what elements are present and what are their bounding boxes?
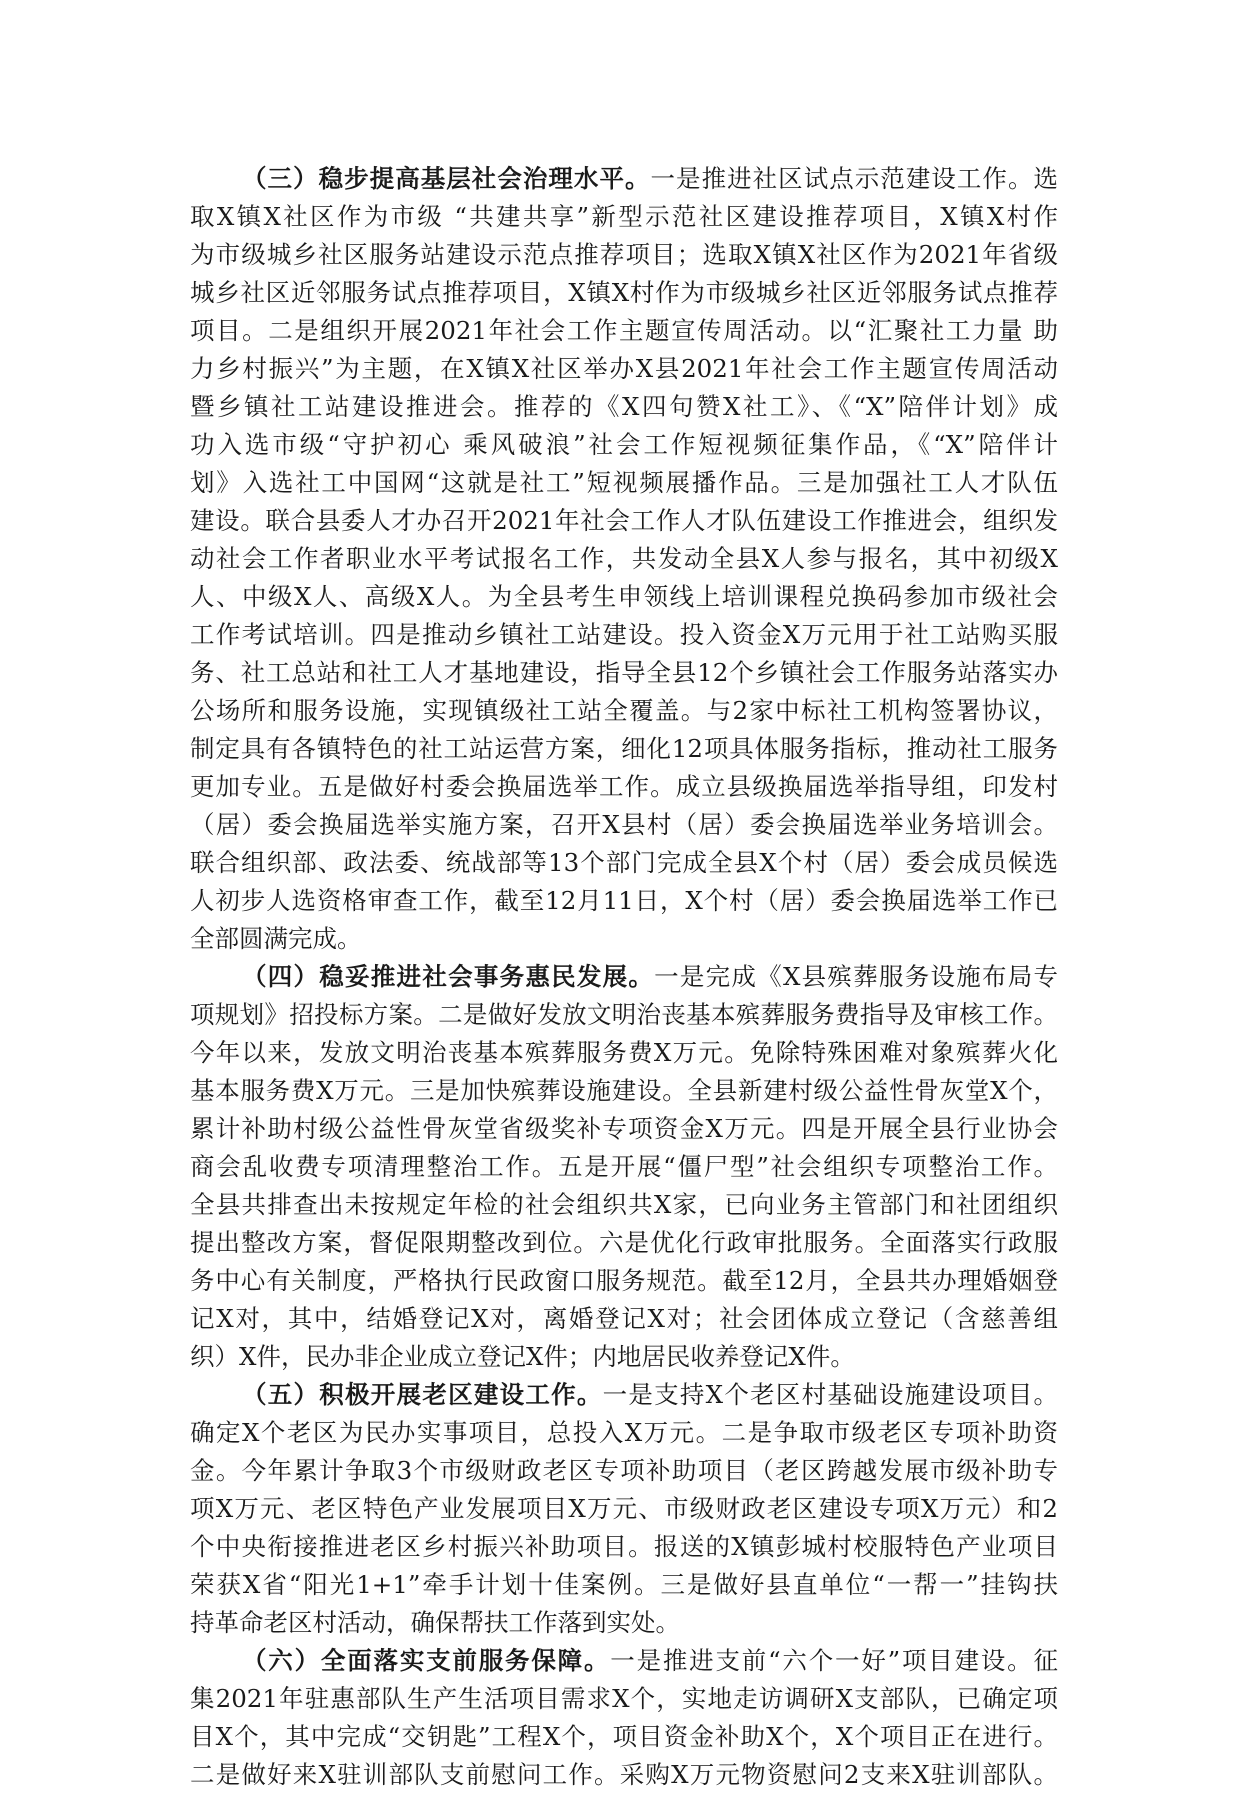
section-heading: （三）稳步提高基层社会治理水平。 bbox=[242, 164, 651, 193]
paragraph-line: 商会乱收费专项清理整治工作。五是开展“僵尸型”社会组织专项整治工作。 bbox=[190, 1152, 1058, 1181]
paragraph-line: 制定具有各镇特色的社工站运营方案，细化12项具体服务指标，推动社工服务 bbox=[190, 734, 1058, 763]
section-heading: （五）积极开展老区建设工作。 bbox=[242, 1380, 603, 1409]
section-heading: （六）全面落实支前服务保障。 bbox=[242, 1646, 611, 1675]
paragraph-line: 基本服务费X万元。三是加快殡葬设施建设。全县新建村级公益性骨灰堂X个， bbox=[190, 1076, 1058, 1105]
paragraph-line: 务中心有关制度，严格执行民政窗口服务规范。截至12月，全县共办理婚姻登 bbox=[190, 1266, 1058, 1295]
paragraph-line: 工作考试培训。四是推动乡镇社工站建设。投入资金X万元用于社工站购买服 bbox=[190, 620, 1058, 649]
paragraph-line: 划》入选社工中国网“这就是社工”短视频展播作品。三是加强社工人才队伍 bbox=[190, 468, 1058, 497]
paragraph-line: 联合组织部、政法委、统战部等13个部门完成全县X个村（居）委会成员候选 bbox=[190, 848, 1058, 877]
section-3 bbox=[190, 160, 1058, 958]
paragraph-line: 建设。联合县委人才办召开2021年社会工作人才队伍建设工作推进会，组织发 bbox=[190, 506, 1058, 535]
paragraph-line: 金。今年累计争取3个市级财政老区专项补助项目（老区跨越发展市级补助专 bbox=[190, 1456, 1058, 1485]
paragraph-line: （六）全面落实支前服务保障。一是推进支前“六个一好”项目建设。征 bbox=[242, 1646, 1058, 1675]
paragraph-line: 目X个，其中完成“交钥匙”工程X个，项目资金补助X个，X个项目正在进行。 bbox=[190, 1722, 1058, 1751]
document-page bbox=[190, 160, 1058, 1794]
paragraph-line: 记X对，其中，结婚登记X对，离婚登记X对；社会团体成立登记（含慈善组 bbox=[190, 1304, 1058, 1333]
paragraph-line: 人初步人选资格审查工作，截至12月11日，X个村（居）委会换届选举工作已 bbox=[190, 886, 1058, 915]
paragraph-line: 更加专业。五是做好村委会换届选举工作。成立县级换届选举指导组，印发村 bbox=[190, 772, 1058, 801]
section-6 bbox=[190, 1642, 1058, 1794]
paragraph-line: 人、中级X人、高级X人。为全县考生申领线上培训课程兑换码参加市级社会 bbox=[190, 582, 1058, 611]
paragraph-line: 为市级城乡社区服务站建设示范点推荐项目；选取X镇X社区作为2021年省级 bbox=[190, 240, 1058, 269]
paragraph-line: 全县共排查出未按规定年检的社会组织共X家，已向业务主管部门和社团组织 bbox=[190, 1190, 1058, 1219]
paragraph-line: 公场所和服务设施，实现镇级社工站全覆盖。与2家中标社工机构签署协议， bbox=[190, 696, 1058, 725]
paragraph-line: 功入选市级“守护初心 乘风破浪”社会工作短视频征集作品，《“X”陪伴计 bbox=[190, 430, 1058, 459]
paragraph-line: （三）稳步提高基层社会治理水平。一是推进社区试点示范建设工作。选 bbox=[242, 164, 1058, 193]
paragraph-line: 提出整改方案，督促限期整改到位。六是优化行政审批服务。全面落实行政服 bbox=[190, 1228, 1058, 1257]
paragraph-line: 全部圆满完成。 bbox=[190, 924, 362, 953]
paragraph-line: 持革命老区村活动，确保帮扶工作落到实处。 bbox=[190, 1608, 680, 1637]
paragraph-line: （五）积极开展老区建设工作。一是支持X个老区村基础设施建设项目。 bbox=[242, 1380, 1058, 1409]
paragraph-line: 集2021年驻惠部队生产生活项目需求X个，实地走访调研X支部队，已确定项 bbox=[190, 1684, 1058, 1713]
paragraph-line: 累计补助村级公益性骨灰堂省级奖补专项资金X万元。四是开展全县行业协会 bbox=[190, 1114, 1058, 1143]
paragraph-line: 个中央衔接推进老区乡村振兴补助项目。报送的X镇彭城村校服特色产业项目 bbox=[190, 1532, 1058, 1561]
paragraph-line: 织）X件，民办非企业成立登记X件；内地居民收养登记X件。 bbox=[190, 1342, 855, 1371]
paragraph-line: 暨乡镇社工站建设推进会。推荐的《X四句赞X社工》、《“X”陪伴计划》成 bbox=[190, 392, 1058, 421]
paragraph-line: 二是做好来X驻训部队支前慰问工作。采购X万元物资慰问2支来X驻训部队。 bbox=[190, 1760, 1058, 1789]
paragraph-line: 动社会工作者职业水平考试报名工作，共发动全县X人参与报名，其中初级X bbox=[190, 544, 1058, 573]
paragraph-line: 荣获X省“阳光1+1”牵手计划十佳案例。三是做好县直单位“一帮一”挂钩扶 bbox=[190, 1570, 1058, 1599]
paragraph-line: 取X镇X社区作为市级 “共建共享”新型示范社区建设推荐项目，X镇X村作 bbox=[190, 202, 1058, 231]
paragraph-line: 城乡社区近邻服务试点推荐项目，X镇X村作为市级城乡社区近邻服务试点推荐 bbox=[190, 278, 1058, 307]
paragraph-line: 项目。二是组织开展2021年社会工作主题宣传周活动。以“汇聚社工力量 助 bbox=[190, 316, 1058, 345]
section-4 bbox=[190, 958, 1058, 1376]
paragraph-line: 确定X个老区为民办实事项目，总投入X万元。二是争取市级老区专项补助资 bbox=[190, 1418, 1058, 1447]
paragraph-line: 项规划》招投标方案。二是做好发放文明治丧基本殡葬服务费指导及审核工作。 bbox=[190, 1000, 1058, 1029]
paragraph-line: 今年以来，发放文明治丧基本殡葬服务费X万元。免除特殊困难对象殡葬火化 bbox=[190, 1038, 1058, 1067]
paragraph-line: 务、社工总站和社工人才基地建设，指导全县12个乡镇社会工作服务站落实办 bbox=[190, 658, 1058, 687]
paragraph-line: 项X万元、老区特色产业发展项目X万元、市级财政老区建设专项X万元）和2 bbox=[190, 1494, 1058, 1523]
paragraph-line: 力乡村振兴”为主题，在X镇X社区举办X县2021年社会工作主题宣传周活动 bbox=[190, 354, 1058, 383]
paragraph-line: （四）稳妥推进社会事务惠民发展。一是完成《X县殡葬服务设施布局专 bbox=[242, 962, 1058, 991]
paragraph-line: （居）委会换届选举实施方案，召开X县村（居）委会换届选举业务培训会。 bbox=[190, 810, 1058, 839]
section-heading: （四）稳妥推进社会事务惠民发展。 bbox=[242, 962, 655, 991]
section-5 bbox=[190, 1376, 1058, 1642]
